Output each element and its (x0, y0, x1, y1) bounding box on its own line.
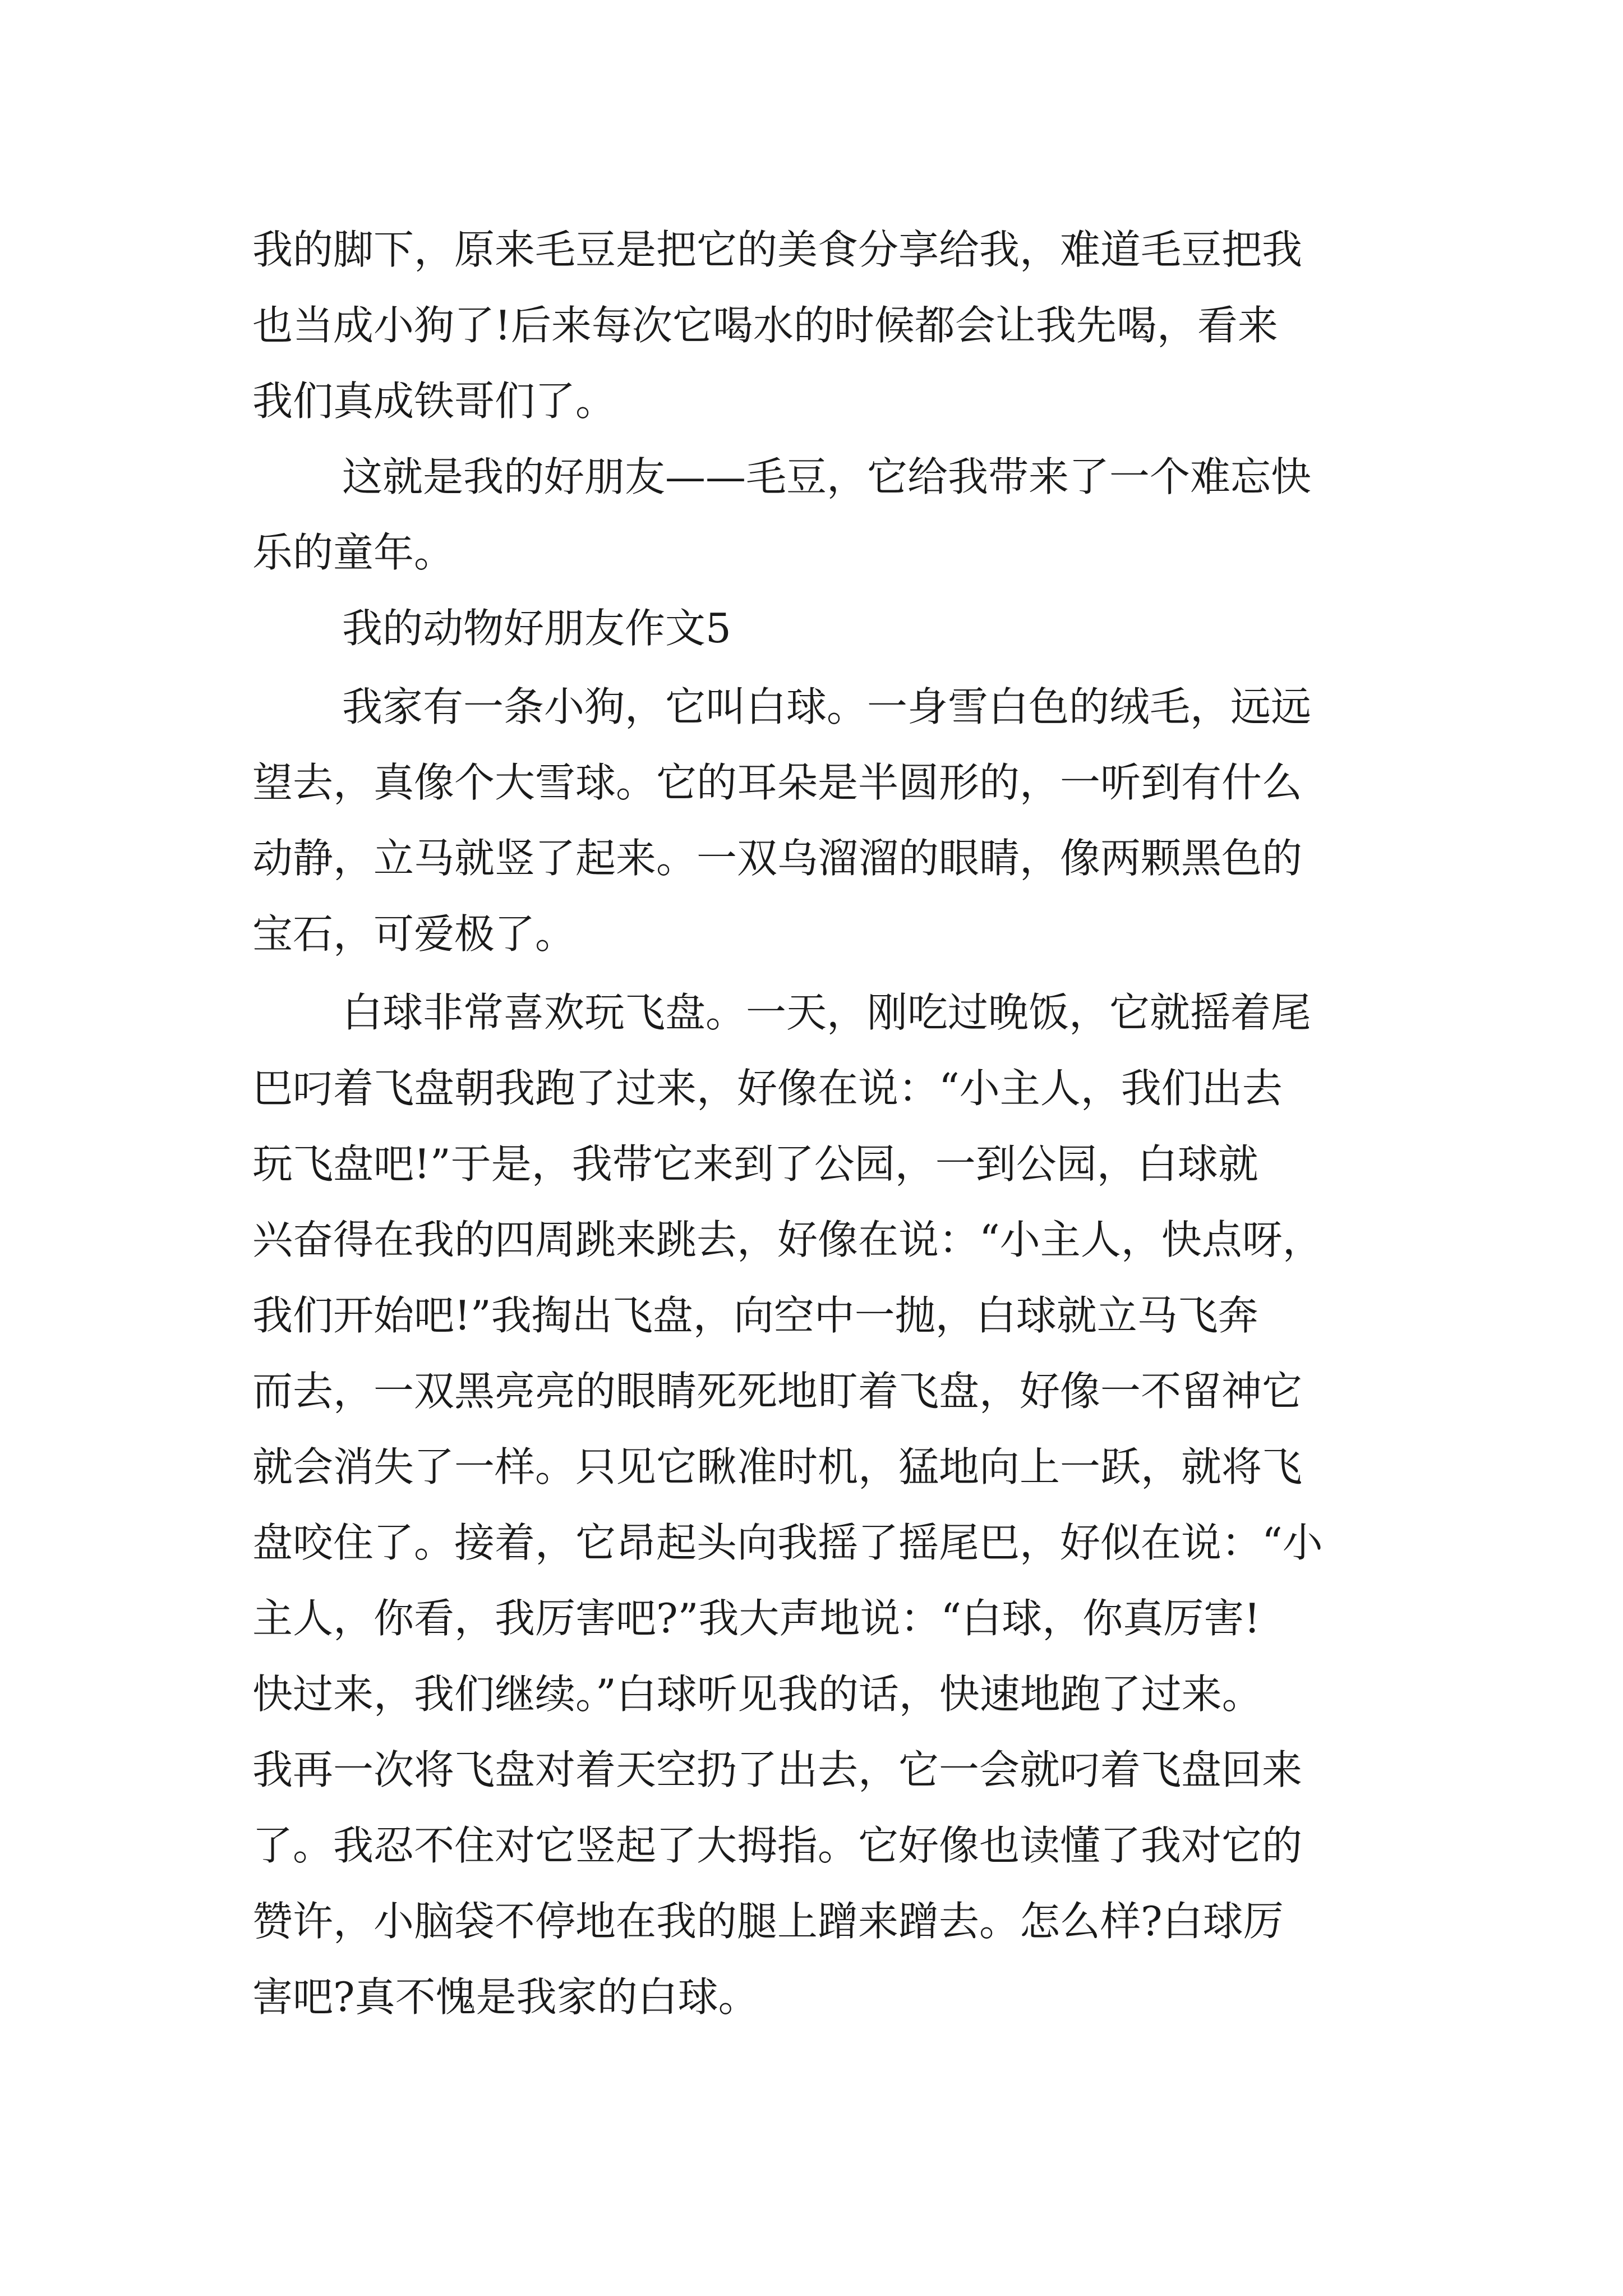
text-line-13: 玩飞盘吧!”于是，我带它来到了公园，一到公园，白球就 (252, 1140, 1258, 1188)
text-line-10: 宝石，可爱极了。 (252, 910, 576, 958)
section-heading: 我的动物好朋友作文5 (342, 605, 731, 652)
text-line-17: 就会消失了一样。只见它瞅准时机，猛地向上一跃，就将飞 (252, 1443, 1303, 1490)
text-line-19: 主人，你看，我厉害吧?”我大声地说：“白球，你真厉害! (252, 1595, 1261, 1642)
text-line-1: 我的脚下，原来毛豆是把它的美食分享给我，难道毛豆把我 (252, 226, 1303, 273)
text-line-18: 盘咬住了。接着，它昂起头向我摇了摇尾巴，好似在说：“小 (252, 1519, 1323, 1566)
text-line-16: 而去，一双黑亮亮的眼睛死死地盯着飞盘，好像一不留神它 (252, 1368, 1303, 1415)
text-line-3: 我们真成铁哥们了。 (252, 378, 616, 425)
text-line-22: 了。我忍不住对它竖起了大拇指。它好像也读懂了我对它的 (252, 1822, 1303, 1869)
text-line-20: 快过来，我们继续。”白球听见我的话，快速地跑了过来。 (252, 1671, 1262, 1718)
text-line-8: 望去，真像个大雪球。它的耳朵是半圆形的，一听到有什么 (252, 759, 1303, 806)
text-line-24: 害吧?真不愧是我家的白球。 (252, 1973, 759, 2021)
text-line-5: 乐的童年。 (252, 529, 455, 576)
text-line-12: 巴叼着飞盘朝我跑了过来，好像在说：“小主人，我们出去 (252, 1065, 1283, 1112)
text-line-9: 动静，立马就竖了起来。一双乌溜溜的眼睛，像两颗黑色的 (252, 835, 1303, 882)
text-line-23: 赞许，小脑袋不停地在我的腿上蹭来蹭去。怎么样?白球厉 (252, 1898, 1284, 1945)
text-line-4: 这就是我的好朋友——毛豆，它给我带来了一个难忘快 (342, 453, 1312, 500)
text-line-11: 白球非常喜欢玩飞盘。一天，刚吃过晚饭，它就摇着尾 (342, 989, 1312, 1036)
text-line-15: 我们开始吧!”我掏出飞盘，向空中一抛，白球就立马飞奔 (252, 1292, 1258, 1339)
text-line-7: 我家有一条小狗，它叫白球。一身雪白色的绒毛，远远 (342, 683, 1312, 730)
text-line-21: 我再一次将飞盘对着天空扔了出去，它一会就叼着飞盘回来 (252, 1746, 1303, 1793)
text-line-14: 兴奋得在我的四周跳来跳去，好像在说：“小主人，快点呀， (252, 1216, 1323, 1263)
text-line-2: 也当成小狗了!后来每次它喝水的时候都会让我先喝，看来 (252, 302, 1278, 349)
